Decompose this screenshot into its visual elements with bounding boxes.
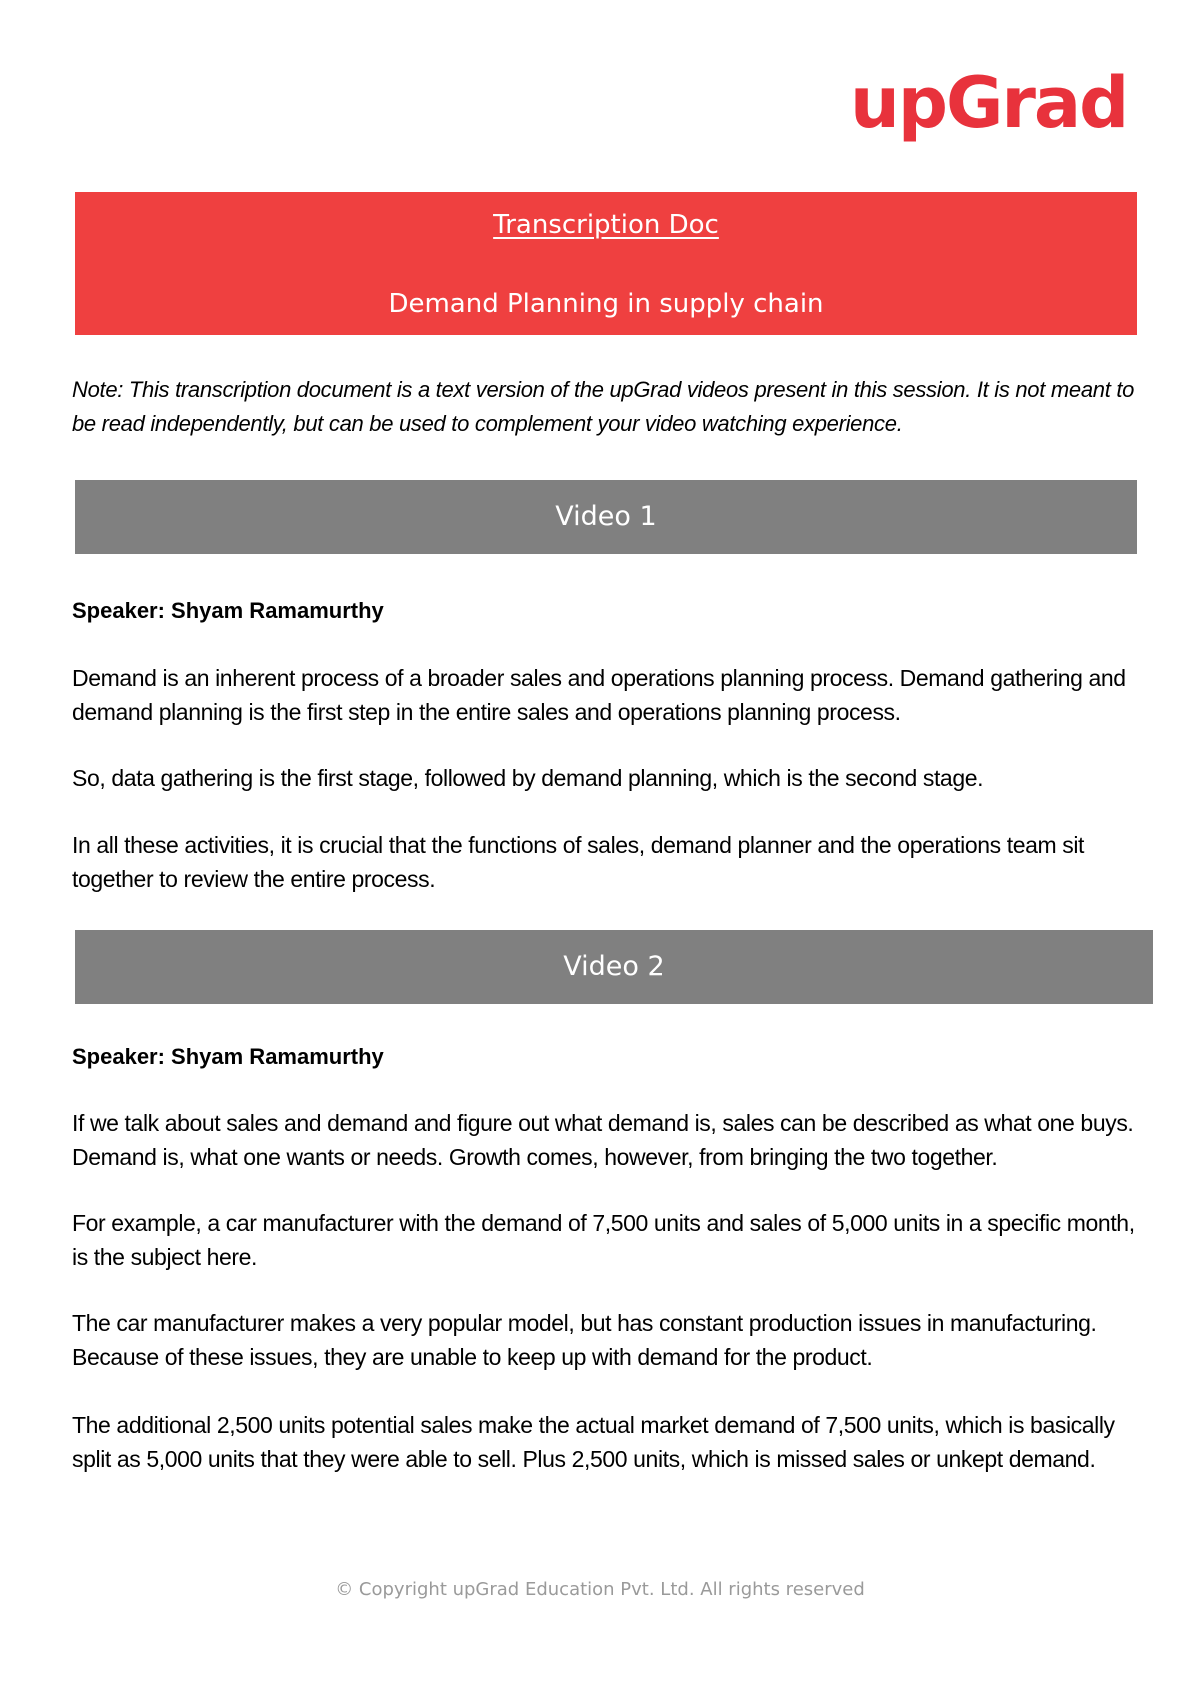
doc-type-label: Transcription Doc [493,210,719,240]
paragraph: If we talk about sales and demand and figure out what demand is, sales can be described as what one buys. Demand is, what one wants or needs. Growth comes, however, from bringing the two together. [72,1110,1134,1170]
paragraph: In all these activities, it is crucial that the functions of sales, demand planner and the operations team sit together to review the entire process. [72,832,1085,892]
section-header-video-1: Video 1 [75,480,1137,554]
title-banner [75,192,1137,335]
paragraph: The additional 2,500 units potential sales make the actual market demand of 7,500 units, which is basically split as 5,000 units that they were able to sell. Plus 2,500 units, which is missed sales or unkept demand. [72,1412,1115,1472]
copyright-footer: © Copyright upGrad Education Pvt. Ltd. All rights reserved [335,1579,865,1600]
speaker-label: Speaker: Shyam Ramamurthy [72,598,384,623]
transcription-note: Note: This transcription document is a text version of the upGrad videos present in this session. It is not meant to be read independently, but can be used to complement your video watching experience. [72,377,1135,436]
upgrad-logo: upGrad [850,62,1128,144]
paragraph: Demand is an inherent process of a broader sales and operations planning process. Demand gathering and demand planning is the first step in the entire sales and operations planning process. [72,665,1126,725]
paragraph: So, data gathering is the first stage, followed by demand planning, which is the second stage. [72,765,984,791]
doc-title: Demand Planning in supply chain [388,289,824,319]
section-header-video-2: Video 2 [75,930,1153,1004]
speaker-label: Speaker: Shyam Ramamurthy [72,1044,384,1069]
paragraph: The car manufacturer makes a very popular model, but has constant production issues in manufacturing. Because of these issues, they are unable to keep up with demand for the product. [72,1310,1097,1370]
paragraph: For example, a car manufacturer with the demand of 7,500 units and sales of 5,000 units in a specific month, is the subject here. [72,1210,1135,1270]
